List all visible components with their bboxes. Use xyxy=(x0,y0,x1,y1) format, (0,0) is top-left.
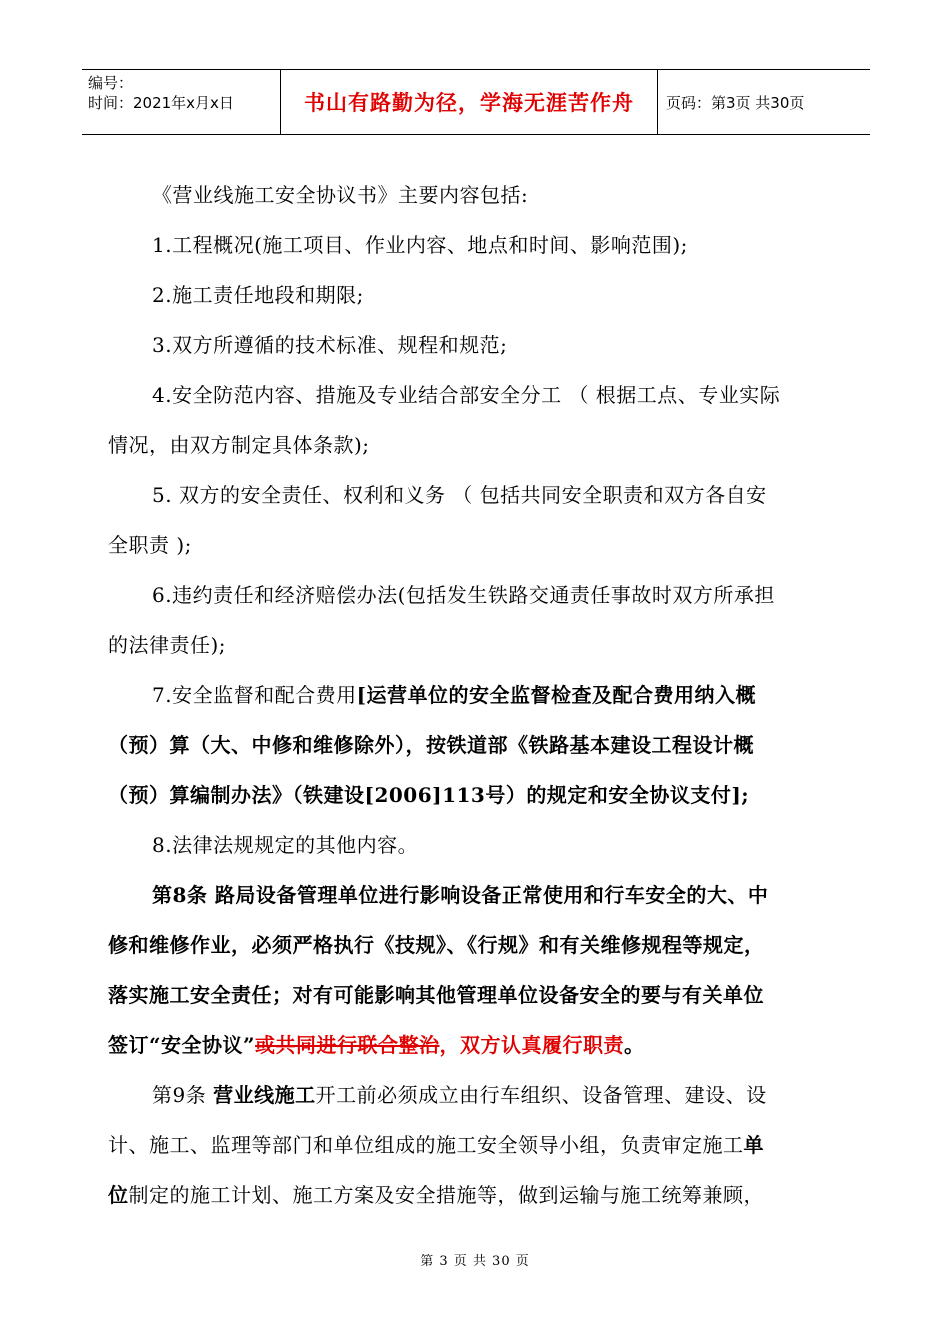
header-time: 时间：2021年x月x日 xyxy=(88,94,234,112)
list-item-3: 3.双方所遵循的技术标准、规程和规范; xyxy=(152,333,508,357)
list-item-4-line-2: 情况，由双方制定具体条款); xyxy=(108,433,370,457)
list-item-7-prefix: 7.安全监督和配合费用 xyxy=(152,683,357,707)
list-item-7-line-1 xyxy=(108,670,848,720)
article-8-period: 。 xyxy=(624,1033,645,1057)
article-8-line-4 xyxy=(108,1020,848,1070)
header-page-info: 页码：第3页 共30页 xyxy=(666,93,805,112)
list-item-8: 8.法律法规规定的其他内容。 xyxy=(152,833,419,857)
article-9-number: 第9条 xyxy=(152,1083,214,1107)
article-9-line-3-text: 制定的施工计划、施工方案及安全措施等，做到运输与施工统筹兼顾， xyxy=(128,1183,764,1207)
list-item-4-line-1: 4.安全防范内容、措施及专业结合部安全分工 （ 根据工点、专业实际 xyxy=(152,383,781,407)
list-item-7-line-2: （预）算（大、中修和维修除外），按铁道部《铁路基本建设工程设计概 xyxy=(108,733,754,757)
article-8-line-2: 修和维修作业，必须严格执行《技规》、《行规》和有关维修规程等规定， xyxy=(108,933,765,957)
article-9-line-2-text: 计、施工、监理等部门和单位组成的施工安全领导小组，负责审定施工 xyxy=(108,1133,744,1157)
page-footer: 第 3 页 共 30 页 xyxy=(420,1254,530,1269)
header-motto: 书山有路勤为径，学海无涯苦作舟 xyxy=(281,70,658,134)
article-8-line-1: 第8条 路局设备管理单位进行影响设备正常使用和行车安全的大、中 xyxy=(152,883,769,907)
header-number: 编号： xyxy=(88,74,134,92)
list-item-6-line-1: 6.违约责任和经济赔偿办法(包括发生铁路交通责任事故时双方所承担 xyxy=(152,583,775,607)
article-9-line-2-bold: 单 xyxy=(743,1133,764,1157)
list-item-1: 1.工程概况(施工项目、作业内容、地点和时间、影响范围); xyxy=(152,233,688,257)
article-8-deleted-text: 或共同进行联合整治 xyxy=(255,1033,440,1057)
article-8-agreement: 签订“安全协议” xyxy=(108,1033,256,1057)
article-9-text: 开工前必须成立由行车组织、设备管理、建设、设 xyxy=(315,1083,767,1107)
intro-paragraph: 《营业线施工安全协议书》主要内容包括: xyxy=(152,183,529,207)
article-8-inserted-text: ，双方认真履行职责 xyxy=(439,1033,625,1057)
article-9-line-3 xyxy=(108,1170,848,1220)
document-body xyxy=(108,170,848,1220)
article-8-line-3: 落实施工安全责任；对有可能影响其他管理单位设备安全的要与有关单位 xyxy=(108,983,764,1007)
list-item-7-bold: [运营单位的安全监督检查及配合费用纳入概 xyxy=(356,683,757,707)
article-9-line-3-bold: 位 xyxy=(108,1183,129,1207)
list-item-7-line-3: （预）算编制办法》（铁建设[2006]113号）的规定和安全协议支付]; xyxy=(108,783,750,807)
list-item-5-line-2: 全职责 ); xyxy=(108,533,192,557)
article-9-line-1 xyxy=(108,1070,848,1120)
article-9-bold-term: 营业线施工 xyxy=(213,1083,316,1107)
article-9-line-2 xyxy=(108,1120,848,1170)
list-item-2: 2.施工责任地段和期限; xyxy=(152,283,364,307)
header-meta xyxy=(82,70,281,134)
list-item-5-line-1: 5. 双方的安全责任、权利和义务 （ 包括共同安全职责和双方各自安 xyxy=(152,483,767,507)
page-header xyxy=(82,69,870,135)
list-item-6-line-2: 的法律责任); xyxy=(108,633,227,657)
